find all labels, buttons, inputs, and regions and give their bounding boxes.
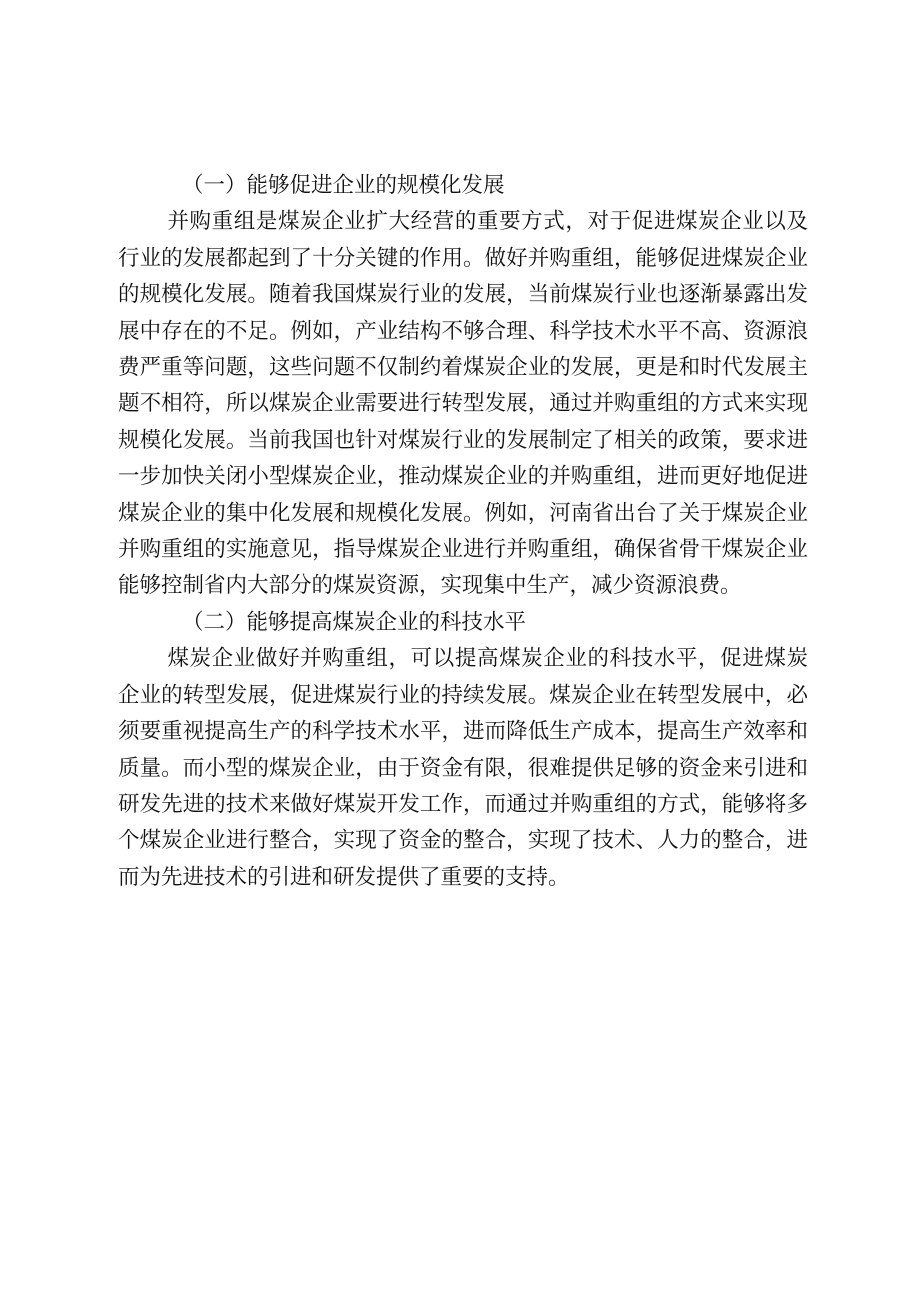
section-heading-2: （二）能够提高煤炭企业的科技水平 <box>182 609 527 635</box>
document-body <box>118 168 808 896</box>
section-paragraph-2: 煤炭企业做好并购重组，可以提高煤炭企业的科技水平，促进煤炭企业的转型发展，促进煤炭行业的持续发展。煤炭企业在转型发展中，必须要重视提高生产的科学技术水平，进而降低生产成本，提高生产效率和质量。而小型的煤炭企业，由于资金有限，很难提供足够的资金来引进和研发先进的技术来做好煤炭开发工作，而通过并购重组的方式，能够将多个煤炭企业进行整合，实现了资金的整合，实现了技术、人力的整合，进而为先进技术的引进和研发提供了重要的支持。 <box>118 646 808 890</box>
section-paragraph-1: 并购重组是煤炭企业扩大经营的重要方式，对于促进煤炭企业以及行业的发展都起到了十分关键的作用。做好并购重组，能够促进煤炭企业的规模化发展。随着我国煤炭行业的发展，当前煤炭行业也逐渐暴露出发展中存在的不足。例如，产业结构不够合理、科学技术水平不高、资源浪费严重等问题，这些问题不仅制约着煤炭企业的发展，更是和时代发展主题不相符，所以煤炭企业需要进行转型发展，通过并购重组的方式来实现规模化发展。当前我国也针对煤炭行业的发展制定了相关的政策，要求进一步加快关闭小型煤炭企业，推动煤炭企业的并购重组，进而更好地促进煤炭企业的集中化发展和规模化发展。例如，河南省出台了关于煤炭企业并购重组的实施意见，指导煤炭企业进行并购重组，确保省骨干煤炭企业能够控制省内大部分的煤炭资源，实现集中生产，减少资源浪费。 <box>118 209 808 599</box>
section-heading-1: （一）能够促进企业的规模化发展 <box>182 173 505 198</box>
